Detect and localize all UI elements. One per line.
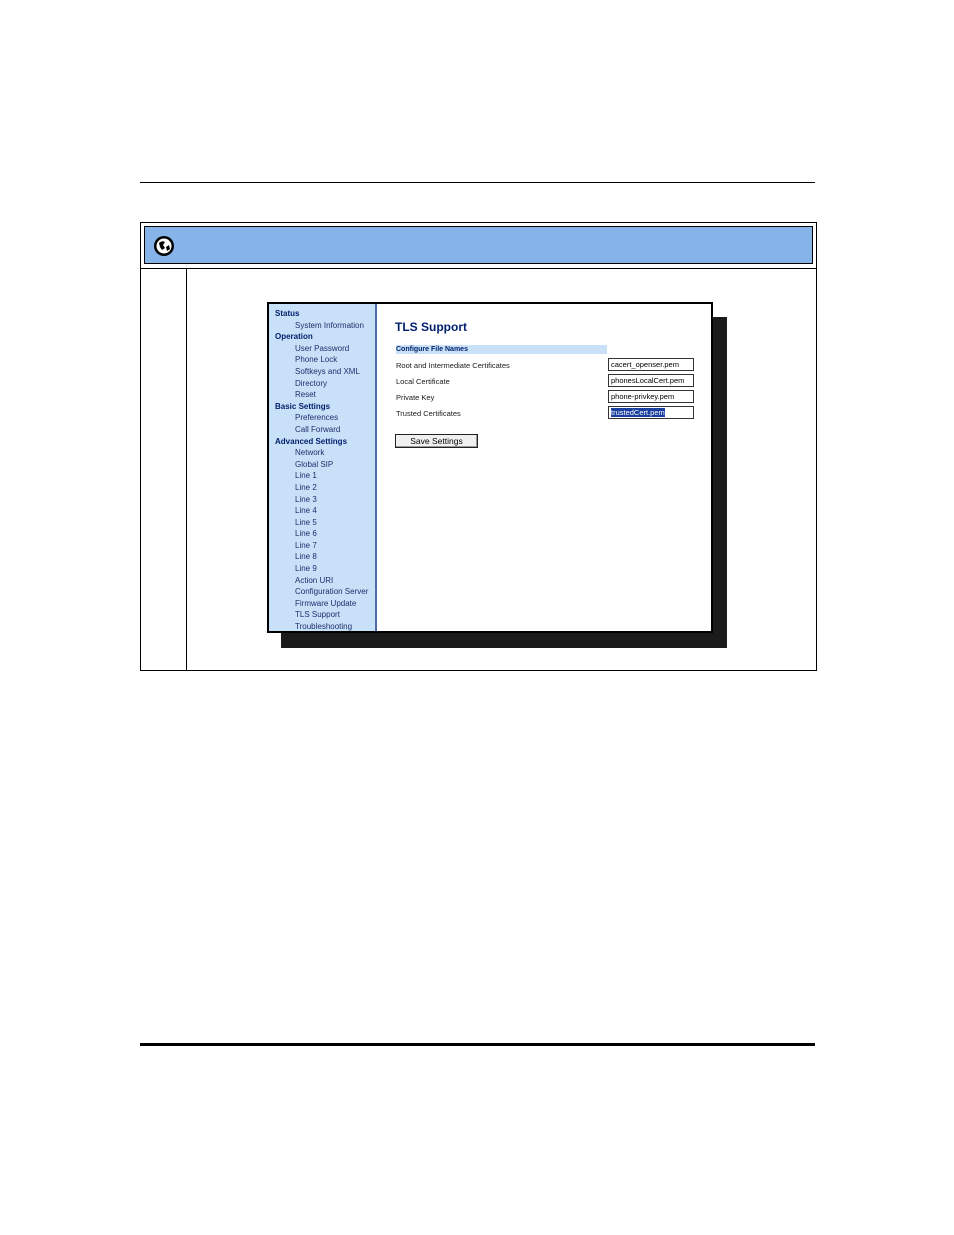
sidebar-nav-item[interactable]: Line 6 [295, 529, 317, 539]
sidebar-nav-item[interactable]: Directory [295, 378, 328, 388]
sidebar-nav-item[interactable]: TLS Support [295, 610, 340, 620]
page-title: TLS Support [395, 320, 467, 334]
private-key-label: Private Key [396, 393, 435, 402]
sidebar-nav-item[interactable]: Global SIP [295, 459, 334, 469]
trusted-certificates-field[interactable] [608, 406, 694, 419]
local-certificate-field[interactable] [608, 374, 694, 387]
sidebar-section-heading: Basic Settings [275, 401, 331, 411]
sidebar-nav-item[interactable]: Line 5 [295, 517, 317, 527]
sidebar-nav-item[interactable]: Configuration Server [295, 587, 369, 597]
sidebar-section-heading: Status [275, 309, 300, 318]
column-separator [186, 269, 187, 671]
save-settings-button[interactable]: Save Settings [395, 434, 478, 448]
sidebar-nav-item[interactable]: Troubleshooting [295, 622, 353, 632]
sidebar-section-heading: Operation [275, 332, 313, 342]
root-certificates-label: Root and Intermediate Certificates [396, 361, 510, 370]
sidebar-nav-item[interactable]: Line 9 [295, 564, 317, 574]
globe-icon [153, 235, 175, 257]
bottom-rule [140, 1043, 815, 1046]
local-certificate-value: phonesLocalCert.pem [611, 376, 685, 385]
root-certificates-field[interactable] [608, 358, 694, 371]
top-rule [140, 182, 815, 183]
sidebar-nav-item[interactable]: Line 3 [295, 494, 317, 504]
sidebar-nav-item[interactable]: Firmware Update [295, 598, 357, 608]
sidebar [269, 304, 377, 631]
section-header: Configure File Names [396, 345, 607, 354]
sidebar-nav-item[interactable]: Line 7 [295, 540, 317, 550]
header-bar [144, 226, 813, 264]
sidebar-nav-item[interactable]: Action URI [295, 575, 334, 585]
main-content [377, 304, 711, 631]
sidebar-nav-item[interactable]: System Information [295, 320, 364, 330]
web-ui-screenshot [267, 302, 713, 633]
sidebar-nav-item[interactable]: Line 8 [295, 552, 317, 562]
private-key-value: phone-privkey.pem [611, 392, 675, 401]
header-separator [141, 268, 816, 269]
private-key-field[interactable] [608, 390, 694, 403]
sidebar-nav-item[interactable]: Softkeys and XML [295, 366, 360, 376]
sidebar-section-heading: Advanced Settings [275, 436, 348, 446]
sidebar-nav-item[interactable]: Preferences [295, 413, 339, 423]
local-certificate-label: Local Certificate [396, 377, 450, 386]
sidebar-nav-item[interactable]: Call Forward [295, 424, 341, 434]
trusted-certificates-label: Trusted Certificates [396, 409, 461, 418]
sidebar-nav-item[interactable]: Line 2 [295, 482, 317, 492]
sidebar-nav-item[interactable]: User Password [295, 343, 350, 353]
sidebar-nav-item[interactable]: Phone Lock [295, 355, 338, 365]
sidebar-nav-item[interactable]: Reset [295, 390, 316, 400]
trusted-certificates-value: trustedCert.pem [611, 408, 665, 417]
root-certificates-value: cacert_openser.pem [611, 360, 679, 369]
sidebar-nav-item[interactable]: Line 1 [295, 471, 317, 481]
sidebar-nav-item[interactable]: Network [295, 448, 325, 458]
sidebar-nav-item[interactable]: Line 4 [295, 506, 317, 516]
sidebar-nav [275, 308, 368, 633]
